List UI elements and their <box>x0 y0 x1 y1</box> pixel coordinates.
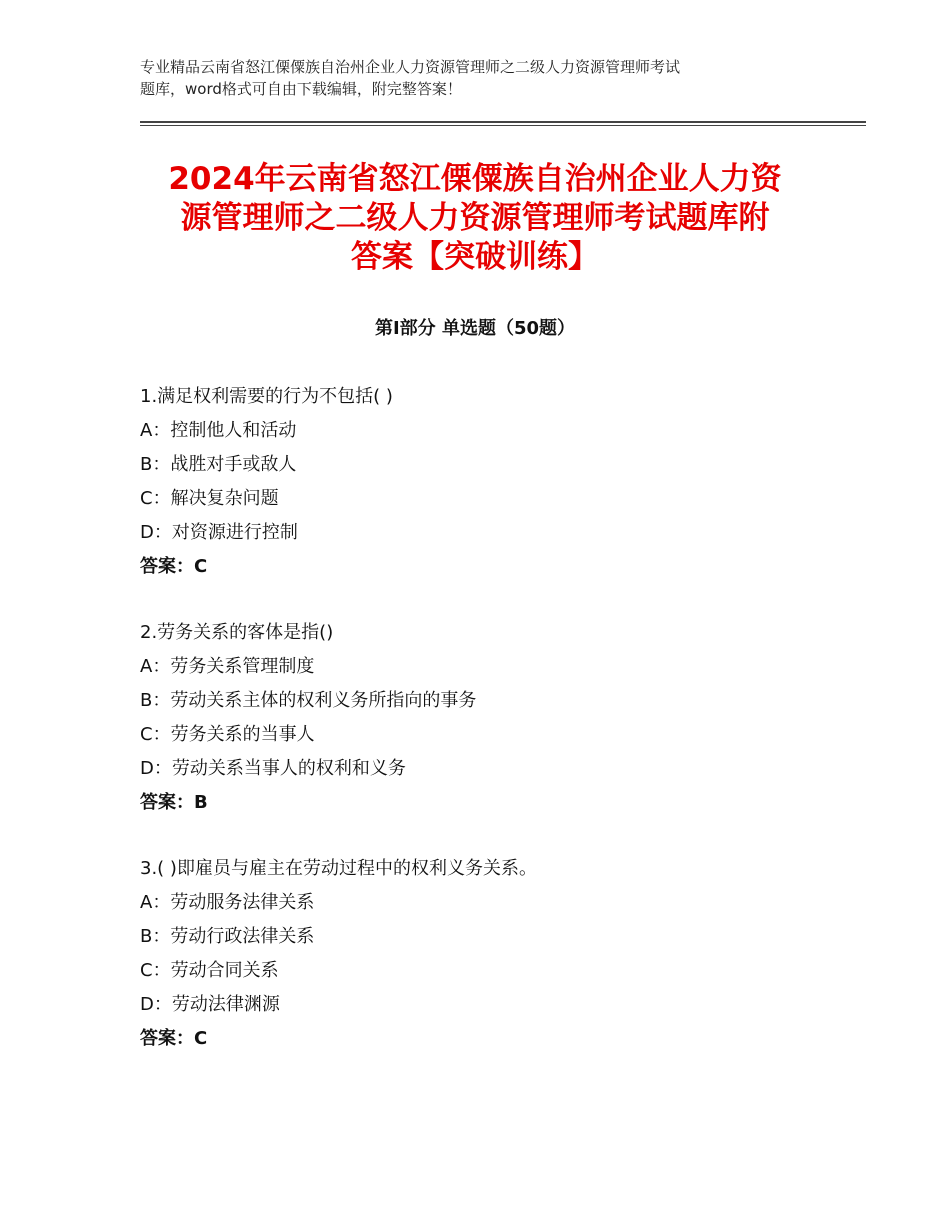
question-stem: 2.劳务关系的客体是指() <box>140 622 334 643</box>
question-stem: 1.满足权利需要的行为不包括( ) <box>140 386 393 407</box>
question-1 <box>140 380 860 584</box>
header-note-line-1: 专业精品云南省怒江傈僳族自治州企业人力资源管理师之二级人力资源管理师考试 <box>140 58 681 76</box>
section-heading: 第Ⅰ部分 单选题（50题） <box>374 318 575 339</box>
option-d: D：劳动法律渊源 <box>140 994 280 1015</box>
header-divider-thin <box>140 125 866 126</box>
option-b: B：战胜对手或敌人 <box>140 454 297 475</box>
question-3 <box>140 852 860 1056</box>
option-a: A：劳务关系管理制度 <box>140 656 315 677</box>
option-a: A：控制他人和活动 <box>140 420 297 441</box>
answer: 答案：C <box>140 556 208 577</box>
question-stem: 3.( )即雇员与雇主在劳动过程中的权利义务关系。 <box>140 858 537 879</box>
option-c: C：劳动合同关系 <box>140 960 279 981</box>
question-list <box>140 380 860 1088</box>
option-a: A：劳动服务法律关系 <box>140 892 315 913</box>
option-d: D：对资源进行控制 <box>140 522 298 543</box>
option-b: B：劳动关系主体的权利义务所指向的事务 <box>140 690 477 711</box>
document-title-line-1: 2024年云南省怒江傈僳族自治州企业人力资 <box>168 161 782 197</box>
question-2 <box>140 616 860 820</box>
option-c: C：劳务关系的当事人 <box>140 724 315 745</box>
document-title-line-3: 答案【突破训练】 <box>351 239 599 275</box>
option-d: D：劳动关系当事人的权利和义务 <box>140 758 406 779</box>
option-b: B：劳动行政法律关系 <box>140 926 315 947</box>
header-note-line-2: 题库，word格式可自由下载编辑，附完整答案！ <box>140 80 462 98</box>
header-divider-thick <box>140 121 866 123</box>
answer: 答案：B <box>140 792 208 813</box>
document-title <box>120 160 830 277</box>
answer: 答案：C <box>140 1028 208 1049</box>
header-note <box>140 56 830 100</box>
option-c: C：解决复杂问题 <box>140 488 279 509</box>
document-title-line-2: 源管理师之二级人力资源管理师考试题库附 <box>180 200 770 236</box>
